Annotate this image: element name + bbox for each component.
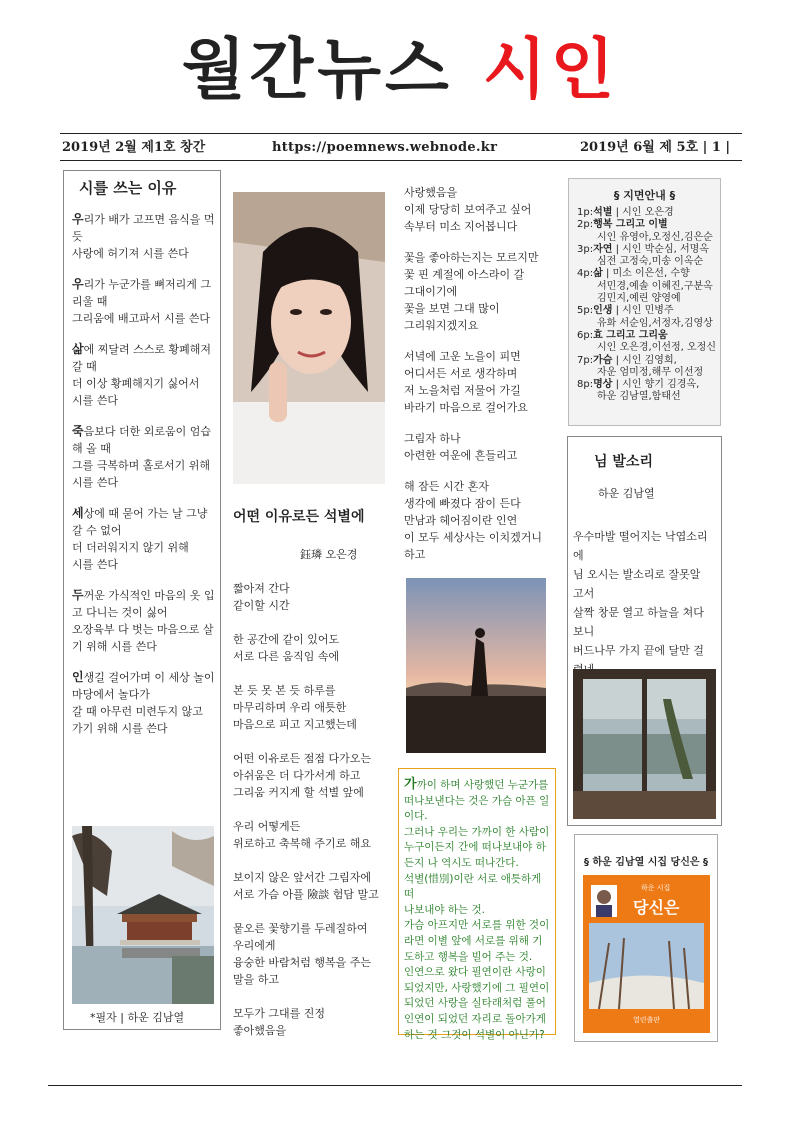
poem-line: 에	[573, 549, 584, 562]
stanza	[72, 276, 218, 327]
stanza	[404, 184, 554, 235]
directory-entry	[577, 268, 720, 280]
poem-line: 그리워지겠지요	[404, 319, 479, 332]
directory-section: 삶	[593, 268, 603, 280]
directory-authors-line: 시인 오은경,이선정, 오정신	[597, 342, 716, 354]
directory-entry	[577, 244, 720, 256]
directory-entry	[577, 355, 720, 367]
poem-line: 우리가 배가 고프면 음식을 먹	[72, 212, 215, 226]
essay-line: 석별(惜別)이란 서로 애틋하게 떠	[404, 872, 542, 901]
directory-page: 5p:	[577, 305, 594, 317]
footsteps-author: 하운 김남열	[598, 487, 655, 500]
poem-line: 님 오시는 발소리로 잘못알	[573, 568, 701, 581]
essay-box	[398, 768, 556, 1041]
directory-title: § 지면안내 §	[613, 189, 676, 202]
poem-line: 우리 어떻게든	[233, 820, 301, 833]
poem-line: 아쉬움은 더 다가서게 하고	[233, 769, 361, 782]
directory-entry	[577, 207, 720, 219]
footsteps-title: 님 발소리	[594, 454, 653, 470]
parting-poem-body	[233, 580, 383, 1056]
directory-section: 석별	[593, 207, 613, 218]
poem-line: 저 노을처럼 저물어 가길	[404, 384, 521, 397]
poem-line: 꽃 핀 계절에 아스라이 갈	[404, 268, 525, 281]
book-cover-photo	[589, 923, 704, 1009]
stanza	[72, 505, 218, 573]
poem-line: 그를 극복하며 홀로서기 위해	[72, 459, 211, 472]
poem-line: 어떤 이유로든 점점 다가오는	[233, 752, 372, 765]
directory-authors-line: 자운 엄미정,해무 이선정	[597, 366, 704, 378]
stanza	[72, 423, 218, 491]
masthead-title-red: 시인	[482, 31, 619, 108]
poem-line: 시를 쓴다	[72, 476, 119, 489]
stanza	[233, 631, 383, 665]
directory-page: 1p:	[577, 207, 594, 218]
site-url[interactable]: https://poemnews.webnode.kr	[272, 140, 498, 155]
pavilion-photo	[72, 826, 214, 1004]
book-publisher: 열린출판	[633, 1016, 661, 1024]
poem-line: 고서	[573, 587, 595, 600]
poem-line: 인생길 걸어가며 이 세상 놀이	[72, 670, 215, 684]
poem-line: 생각에 빠졌다 잠이 든다	[404, 497, 521, 510]
poem-line: 뭍오른 꽃향기를 두레질하여	[233, 922, 368, 935]
poem-line: 만남과 헤어짐이란 인연	[404, 514, 518, 527]
directory-entry	[577, 305, 720, 317]
essay-line: 떠나보낸다는 것은 가슴 아픈 일	[404, 794, 550, 807]
directory-authors: | 시인 박순심, 서명옥	[612, 243, 709, 255]
poem-line: 듯	[72, 230, 83, 243]
poem-line: 우리가 누군가를 뼈저리게 그	[72, 277, 211, 291]
window-photo	[573, 669, 716, 819]
essay-line: 그러나 우리는 가까이 한 사람이	[404, 825, 550, 838]
stanza	[233, 750, 383, 801]
poem-line: 바라기 마음으로 걸어가요	[404, 401, 528, 414]
stanza	[233, 580, 383, 614]
poem-line: 마당에서 놀다가	[72, 688, 150, 701]
poem-line: 꽃을 보면 그대 많이	[404, 302, 500, 315]
issue-founded: 2019년 2월 제1호 창간	[62, 140, 206, 155]
poem-line: 더 더러워지지 않기 위해	[72, 541, 189, 554]
poem-line: 같이할 시간	[233, 599, 290, 612]
directory-page: 4p:	[577, 268, 594, 280]
poem-line: 해 올 때	[72, 442, 111, 455]
poem-line: 두꺼운 가식적인 마음의 옷 입	[72, 588, 215, 602]
poet-portrait-photo	[233, 192, 385, 484]
poem-line: 그리움 커지게 할 석별 앞에	[233, 786, 364, 799]
directory-entry	[577, 219, 720, 231]
poem-line: 한 공간에 같이 있어도	[233, 633, 340, 646]
essay-line: 누구이든지 간에 떠나보내야 하	[404, 841, 546, 854]
directory-authors-line: 하운 김남열,함태선	[597, 391, 681, 403]
stanza	[233, 818, 383, 852]
poem-line: 짧아져 간다	[233, 582, 290, 595]
stanza	[233, 869, 383, 903]
poem-line: 가기 위해 시를 쓴다	[72, 722, 168, 735]
directory-authors-line: 심전 고정숙,미송 이옥순	[597, 256, 704, 268]
poem-line: 사랑했음을	[404, 186, 458, 199]
book-ad-header: § 하운 김남열 시집 당신은 §	[583, 857, 708, 868]
stanza	[72, 587, 218, 655]
bottom-rule	[48, 1085, 742, 1086]
footsteps-body	[573, 527, 718, 679]
directory-box	[568, 178, 721, 426]
poem-line: 죽음보다 더한 외로움이 엄습	[72, 424, 211, 438]
essay-line: 하는 것 그것이 석별이 아닌가?	[404, 1028, 545, 1041]
parting-poem-author: 鈺璘 오은경	[300, 548, 358, 561]
stanza	[404, 430, 554, 464]
poem-line: 말을 하고	[233, 973, 280, 986]
poem-line: 본 듯 못 본 듯 하루를	[233, 684, 336, 697]
poem-line: 기 위해 시를 쓴다	[72, 640, 157, 653]
stanza	[233, 920, 383, 988]
essay-line: 인연으로 왔다 필연이란 사랑이	[404, 966, 546, 979]
parting-poem-title: 어떤 이유로든 석별에	[233, 509, 365, 525]
poem-line: 서녘에 고운 노을이 피면	[404, 350, 521, 363]
stanza	[404, 478, 554, 563]
stanza	[233, 682, 383, 733]
poem-reason-title: 시를 쓰는 이유	[79, 179, 177, 197]
book-title: 당신은	[633, 898, 680, 917]
poem-line: 고 다니는 것이 싫어	[72, 606, 168, 619]
directory-authors: | 시인 오은경	[612, 207, 674, 218]
poem-line: 서로 다른 움직임 속에	[233, 650, 340, 663]
stanza	[233, 1005, 383, 1039]
poem-line: 좋아했음을	[233, 1024, 287, 1037]
stanza	[404, 348, 554, 416]
poem-line: 우리에게	[233, 939, 276, 952]
parting-poem-continued	[404, 184, 554, 577]
essay-line: 되었던 사랑을 실타래처럼 풀어	[404, 997, 546, 1010]
poem-line: 해 잠든 시간 혼자	[404, 480, 489, 493]
poem-line: 그리움에 배고파서 시를 쓴다	[72, 312, 211, 325]
top-rule	[60, 133, 742, 134]
stanza	[404, 249, 554, 334]
poem-line: 어디서든 서로 생각하며	[404, 367, 518, 380]
directory-page: 7p:	[577, 354, 594, 366]
column-poem-reason	[63, 170, 221, 1030]
poem-line: 오장육부 다 벗는 마음으로 살	[72, 623, 214, 636]
poem-line: 이제 당당히 보여주고 싶어	[404, 203, 532, 216]
poem-line: 속부터 미소 지어봅니다	[404, 220, 518, 233]
poem-line: 위로하고 축복해 주기로 해요	[233, 837, 372, 850]
directory-entry	[577, 379, 720, 391]
poem-line: 갈 수 없어	[72, 524, 122, 537]
footsteps-box	[567, 436, 722, 826]
poem-line: 우수마발 떨어지는 낙엽소리	[573, 530, 708, 543]
directory-entry	[577, 330, 720, 342]
directory-page: 6p:	[577, 329, 594, 341]
poem-line: 하고	[404, 548, 426, 561]
poem-reason-body	[72, 211, 218, 751]
poem-line: 시를 쓴다	[72, 394, 119, 407]
poem-line: 이 모두 세상사는 이치겠거니	[404, 531, 543, 544]
poem-line: 시를 쓴다	[72, 558, 119, 571]
directory-authors: | 시인 김영희,	[612, 354, 677, 366]
photo-caption: *필자 | 하운 김남열	[90, 1011, 185, 1024]
directory-section: 가슴	[593, 354, 613, 366]
poem-line: 융숭한 바람처럼 행복을 주는	[233, 956, 372, 969]
essay-line: 가슴 아프지만 서로를 위한 것이	[404, 919, 550, 932]
book-subtitle: 하운 시집	[641, 884, 671, 892]
poem-line: 삶에 찌달려 스스로 황폐해져	[72, 342, 211, 356]
poem-line: 살짝 창문 열고 하늘을 쳐다	[573, 606, 704, 619]
directory-section: 인생	[593, 305, 613, 317]
masthead	[0, 28, 800, 112]
sunset-photo	[406, 578, 546, 753]
book-cover[interactable]	[583, 875, 710, 1033]
poem-line: 그림자 하나	[404, 432, 461, 445]
poem-line: 갈 때	[72, 360, 97, 373]
poem-line: 마무리하며 우리 애틋한	[233, 701, 347, 714]
directory-page: 2p:	[577, 219, 594, 231]
essay-line: 라면 이별 앞에 서로를 위해 기	[404, 934, 543, 947]
directory-authors-line: 유화 서순임,서정자,김영상	[597, 317, 713, 329]
directory-page: 8p:	[577, 379, 594, 391]
poem-line: 모두가 그대를 진정	[233, 1007, 326, 1020]
poem-line: 리울 때	[72, 295, 108, 308]
directory-section: 행복 그리고 이별	[593, 219, 668, 231]
masthead-title-black: 월간뉴스	[181, 31, 453, 108]
directory-authors: | 시인 민병주	[612, 305, 674, 317]
issue-rule	[60, 160, 742, 161]
essay-line: 든지 나 역시도 떠나간다.	[404, 856, 519, 869]
essay-line: 인연이 되었던 자리로 돌아가게	[404, 1012, 546, 1025]
poem-line: 마음으로 피고 지고했는데	[233, 718, 357, 731]
directory-authors-line: 김민지,예린 양영예	[597, 293, 681, 305]
poem-line: 갈 때 아무런 미련두지 않고	[72, 705, 203, 718]
directory-list	[577, 207, 720, 404]
essay-line: 이다.	[404, 810, 428, 823]
stanza	[72, 211, 218, 262]
poem-line: 더 이상 황폐해지기 싫어서	[72, 377, 200, 390]
poem-line: 꽃을 좋아하는지는 모르지만	[404, 251, 539, 264]
author-photo	[591, 885, 617, 917]
directory-section: 명상	[593, 379, 613, 391]
directory-page: 3p:	[577, 243, 594, 255]
poem-line: 사랑에 허기져 시를 쓴다	[72, 247, 189, 260]
poem-line: 버드나무 가지 끝에 달만 걸	[573, 644, 704, 657]
directory-section: 효 그리고 그리움	[593, 329, 668, 341]
stanza	[72, 669, 218, 737]
directory-authors-line: 시인 유영아,오정신,김은순	[597, 231, 713, 243]
essay-line: 되었지만, 사랑했기에 그 필연이	[404, 981, 550, 994]
directory-authors: | 시인 향기 김경옥,	[612, 379, 700, 391]
poem-line: 아련한 여운에 흔들리고	[404, 449, 518, 462]
essay-line: 가까이 하며 사랑했던 누군가를	[404, 777, 549, 792]
poem-line: 세상에 때 묻어 가는 날 그냥	[72, 506, 208, 520]
stanza	[72, 341, 218, 409]
directory-section: 자연	[593, 243, 613, 255]
poem-line: 그대이기에	[404, 285, 458, 298]
book-ad-box	[574, 834, 718, 1042]
poem-line: 보이지 않은 앞서간 그림자에	[233, 871, 372, 884]
issue-current: 2019년 6월 제 5호 | 1 |	[580, 140, 731, 155]
essay-line: 나보내야 하는 것.	[404, 903, 486, 916]
directory-authors: | 미소 이은선, 수향	[602, 268, 690, 280]
poem-line: 보니	[573, 625, 595, 638]
poem-line: 서로 가슴 아플 險談 험담 말고	[233, 888, 379, 901]
essay-line: 도하고 행복을 빌어 주는 것.	[404, 950, 533, 963]
directory-authors-line: 서민경,예솔 이혜진,구분옥	[597, 280, 713, 292]
essay-text	[404, 777, 552, 1043]
